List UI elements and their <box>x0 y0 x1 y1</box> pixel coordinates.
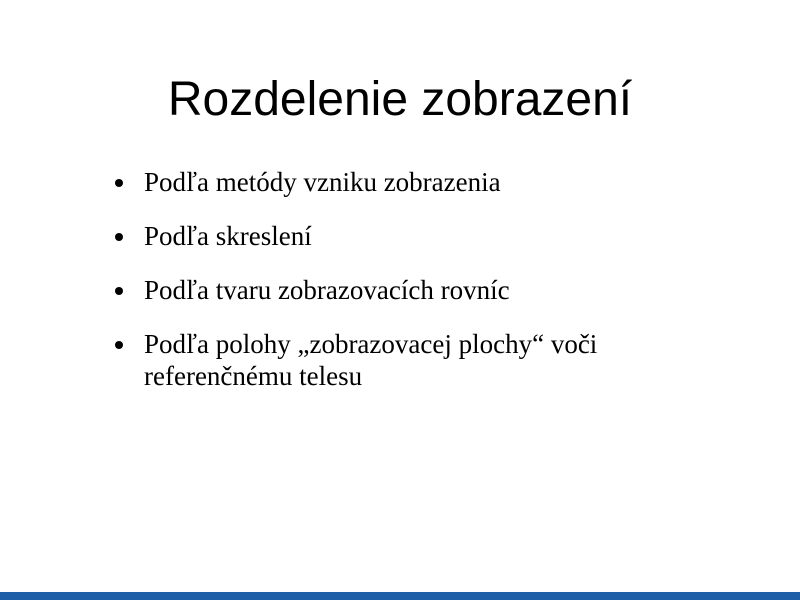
bullet-text: Podľa skreslení <box>144 221 312 251</box>
bullet-text: Podľa metódy vzniku zobrazenia <box>144 167 501 197</box>
bullet-icon <box>115 179 123 187</box>
bullet-icon <box>115 341 123 349</box>
footer-accent-bar <box>0 592 800 600</box>
bullet-text: Podľa tvaru zobrazovacích rovníc <box>144 275 510 305</box>
bullet-icon <box>115 287 123 295</box>
slide-title: Rozdelenie zobrazení <box>167 73 633 126</box>
bullet-text: Podľa polohy „zobrazovacej plochy“ voči referenčnému telesu <box>144 329 598 391</box>
list-item <box>113 274 733 306</box>
bullet-list <box>113 166 733 414</box>
list-item <box>113 220 733 252</box>
list-item <box>113 328 733 392</box>
list-item <box>113 166 733 198</box>
bullet-icon <box>115 233 123 241</box>
